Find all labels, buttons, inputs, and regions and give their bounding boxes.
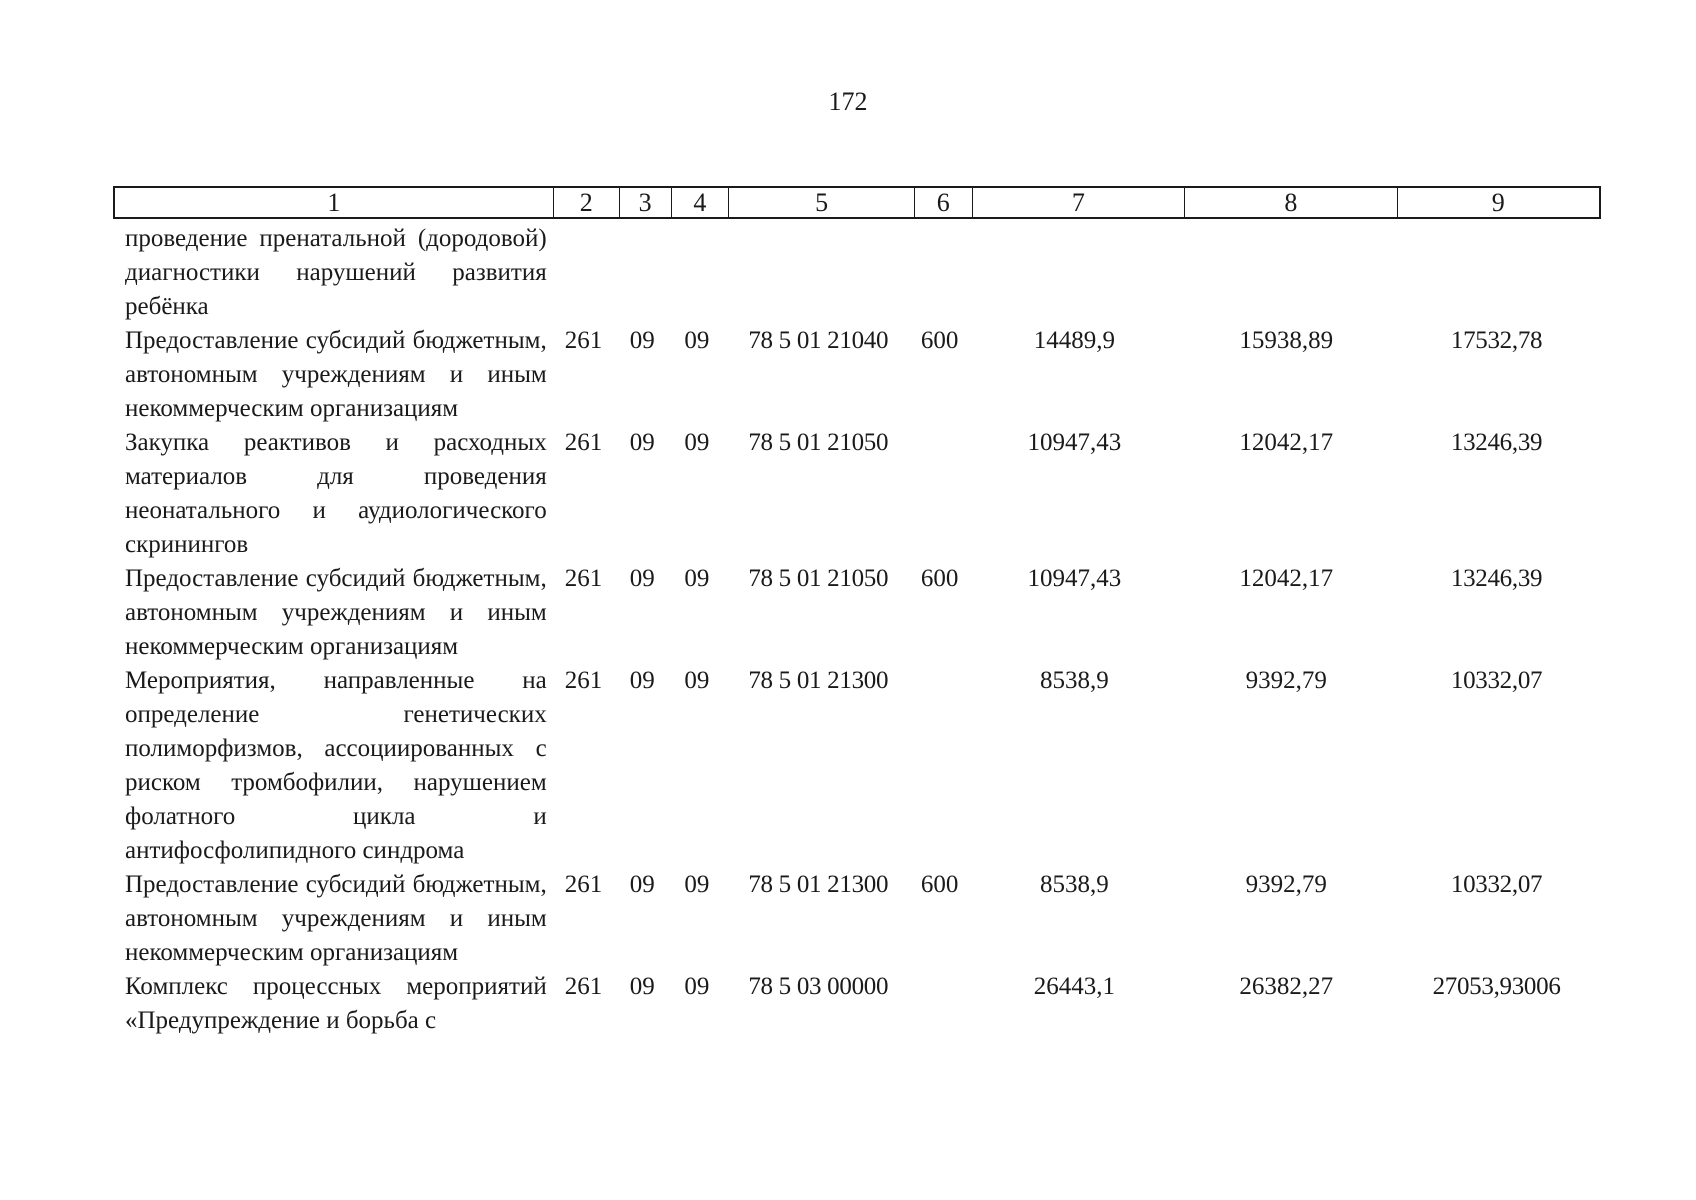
row-col-4: 09 bbox=[684, 667, 710, 694]
header-col-6: 6 bbox=[915, 188, 973, 217]
row-col-7: 10947,43 bbox=[1027, 565, 1122, 592]
row-col-2: 261 bbox=[564, 565, 603, 592]
row-col-4: 09 bbox=[684, 973, 710, 1000]
table-body bbox=[113, 222, 1601, 1038]
row-col-9: 13246,39 bbox=[1450, 429, 1543, 456]
row-col-8: 9392,79 bbox=[1245, 667, 1327, 694]
row-col-3: 09 bbox=[629, 667, 655, 694]
header-col-2: 2 bbox=[554, 188, 620, 217]
row-col-5: 78 5 03 00000 bbox=[748, 973, 889, 1000]
row-col-6: 600 bbox=[920, 565, 959, 592]
row-col-3: 09 bbox=[629, 871, 655, 898]
row-col-7: 8538,9 bbox=[1039, 871, 1109, 898]
table-row bbox=[113, 868, 1601, 970]
row-col-2: 261 bbox=[564, 429, 603, 456]
row-col-2: 261 bbox=[564, 973, 603, 1000]
row-col-5: 78 5 01 21050 bbox=[748, 429, 889, 456]
row-col-8: 9392,79 bbox=[1245, 871, 1327, 898]
table-row bbox=[113, 970, 1601, 1038]
row-name: Предоставление субсидий бюджетным, автономным учреждениям и иным некоммерческим организациям bbox=[125, 565, 547, 660]
table-row bbox=[113, 664, 1601, 868]
row-col-4: 09 bbox=[684, 871, 710, 898]
row-col-5: 78 5 01 21300 bbox=[748, 871, 889, 898]
header-col-1: 1 bbox=[115, 188, 554, 217]
row-col-4: 09 bbox=[684, 565, 710, 592]
table-row bbox=[113, 562, 1601, 664]
row-name: Закупка реактивов и расходных материалов для проведения неонатального и аудиологического скринингов bbox=[125, 429, 547, 558]
table-row bbox=[113, 324, 1601, 426]
page-number: 172 bbox=[828, 87, 868, 116]
row-col-3: 09 bbox=[629, 327, 655, 354]
row-col-8: 12042,17 bbox=[1239, 429, 1334, 456]
table-header bbox=[113, 186, 1601, 219]
row-col-7: 26443,1 bbox=[1033, 973, 1115, 1000]
header-col-5: 5 bbox=[729, 188, 915, 217]
row-col-7: 14489,9 bbox=[1033, 327, 1115, 354]
row-col-4: 09 bbox=[684, 327, 710, 354]
table-row bbox=[113, 222, 1601, 324]
header-col-3: 3 bbox=[620, 188, 672, 217]
row-col-2: 261 bbox=[564, 871, 603, 898]
row-name: проведение пренатальной (дородовой) диагностики нарушений развития ребёнка bbox=[125, 225, 547, 320]
header-col-9: 9 bbox=[1491, 188, 1505, 217]
row-col-5: 78 5 01 21040 bbox=[748, 327, 889, 354]
row-col-5: 78 5 01 21050 bbox=[748, 565, 889, 592]
row-col-7: 8538,9 bbox=[1039, 667, 1109, 694]
row-col-7: 10947,43 bbox=[1027, 429, 1122, 456]
header-col-8: 8 bbox=[1185, 188, 1397, 217]
row-col-9: 17532,78 bbox=[1450, 327, 1543, 354]
row-col-9: 10332,07 bbox=[1450, 871, 1543, 898]
row-col-3: 09 bbox=[629, 429, 655, 456]
row-col-8: 12042,17 bbox=[1239, 565, 1334, 592]
row-col-9: 10332,07 bbox=[1450, 667, 1543, 694]
row-col-5: 78 5 01 21300 bbox=[748, 667, 889, 694]
row-name: Комплекс процессных мероприятий «Предупреждение и борьба с bbox=[125, 973, 547, 1034]
row-col-6: 600 bbox=[920, 327, 959, 354]
row-col-2: 261 bbox=[564, 667, 603, 694]
row-col-9: 13246,39 bbox=[1450, 565, 1543, 592]
table-row bbox=[113, 426, 1601, 562]
row-col-8: 26382,27 bbox=[1239, 973, 1334, 1000]
row-col-2: 261 bbox=[564, 327, 603, 354]
row-name: Предоставление субсидий бюджетным, автономным учреждениям и иным некоммерческим организациям bbox=[125, 327, 547, 422]
header-col-4: 4 bbox=[672, 188, 730, 217]
row-name: Предоставление субсидий бюджетным, автономным учреждениям и иным некоммерческим организациям bbox=[125, 871, 547, 966]
row-col-3: 09 bbox=[629, 565, 655, 592]
row-col-4: 09 bbox=[684, 429, 710, 456]
row-col-8: 15938,89 bbox=[1239, 327, 1334, 354]
row-col-6: 600 bbox=[920, 871, 959, 898]
header-col-7: 7 bbox=[973, 188, 1185, 217]
row-col-9: 27053,93006 bbox=[1432, 973, 1561, 1000]
row-col-3: 09 bbox=[629, 973, 655, 1000]
row-name: Мероприятия, направленные на определение генетических полиморфизмов, ассоциированных с риском тромбофилии, нарушением фолатного цикла и антифосфолипидного синдрома bbox=[125, 667, 547, 864]
